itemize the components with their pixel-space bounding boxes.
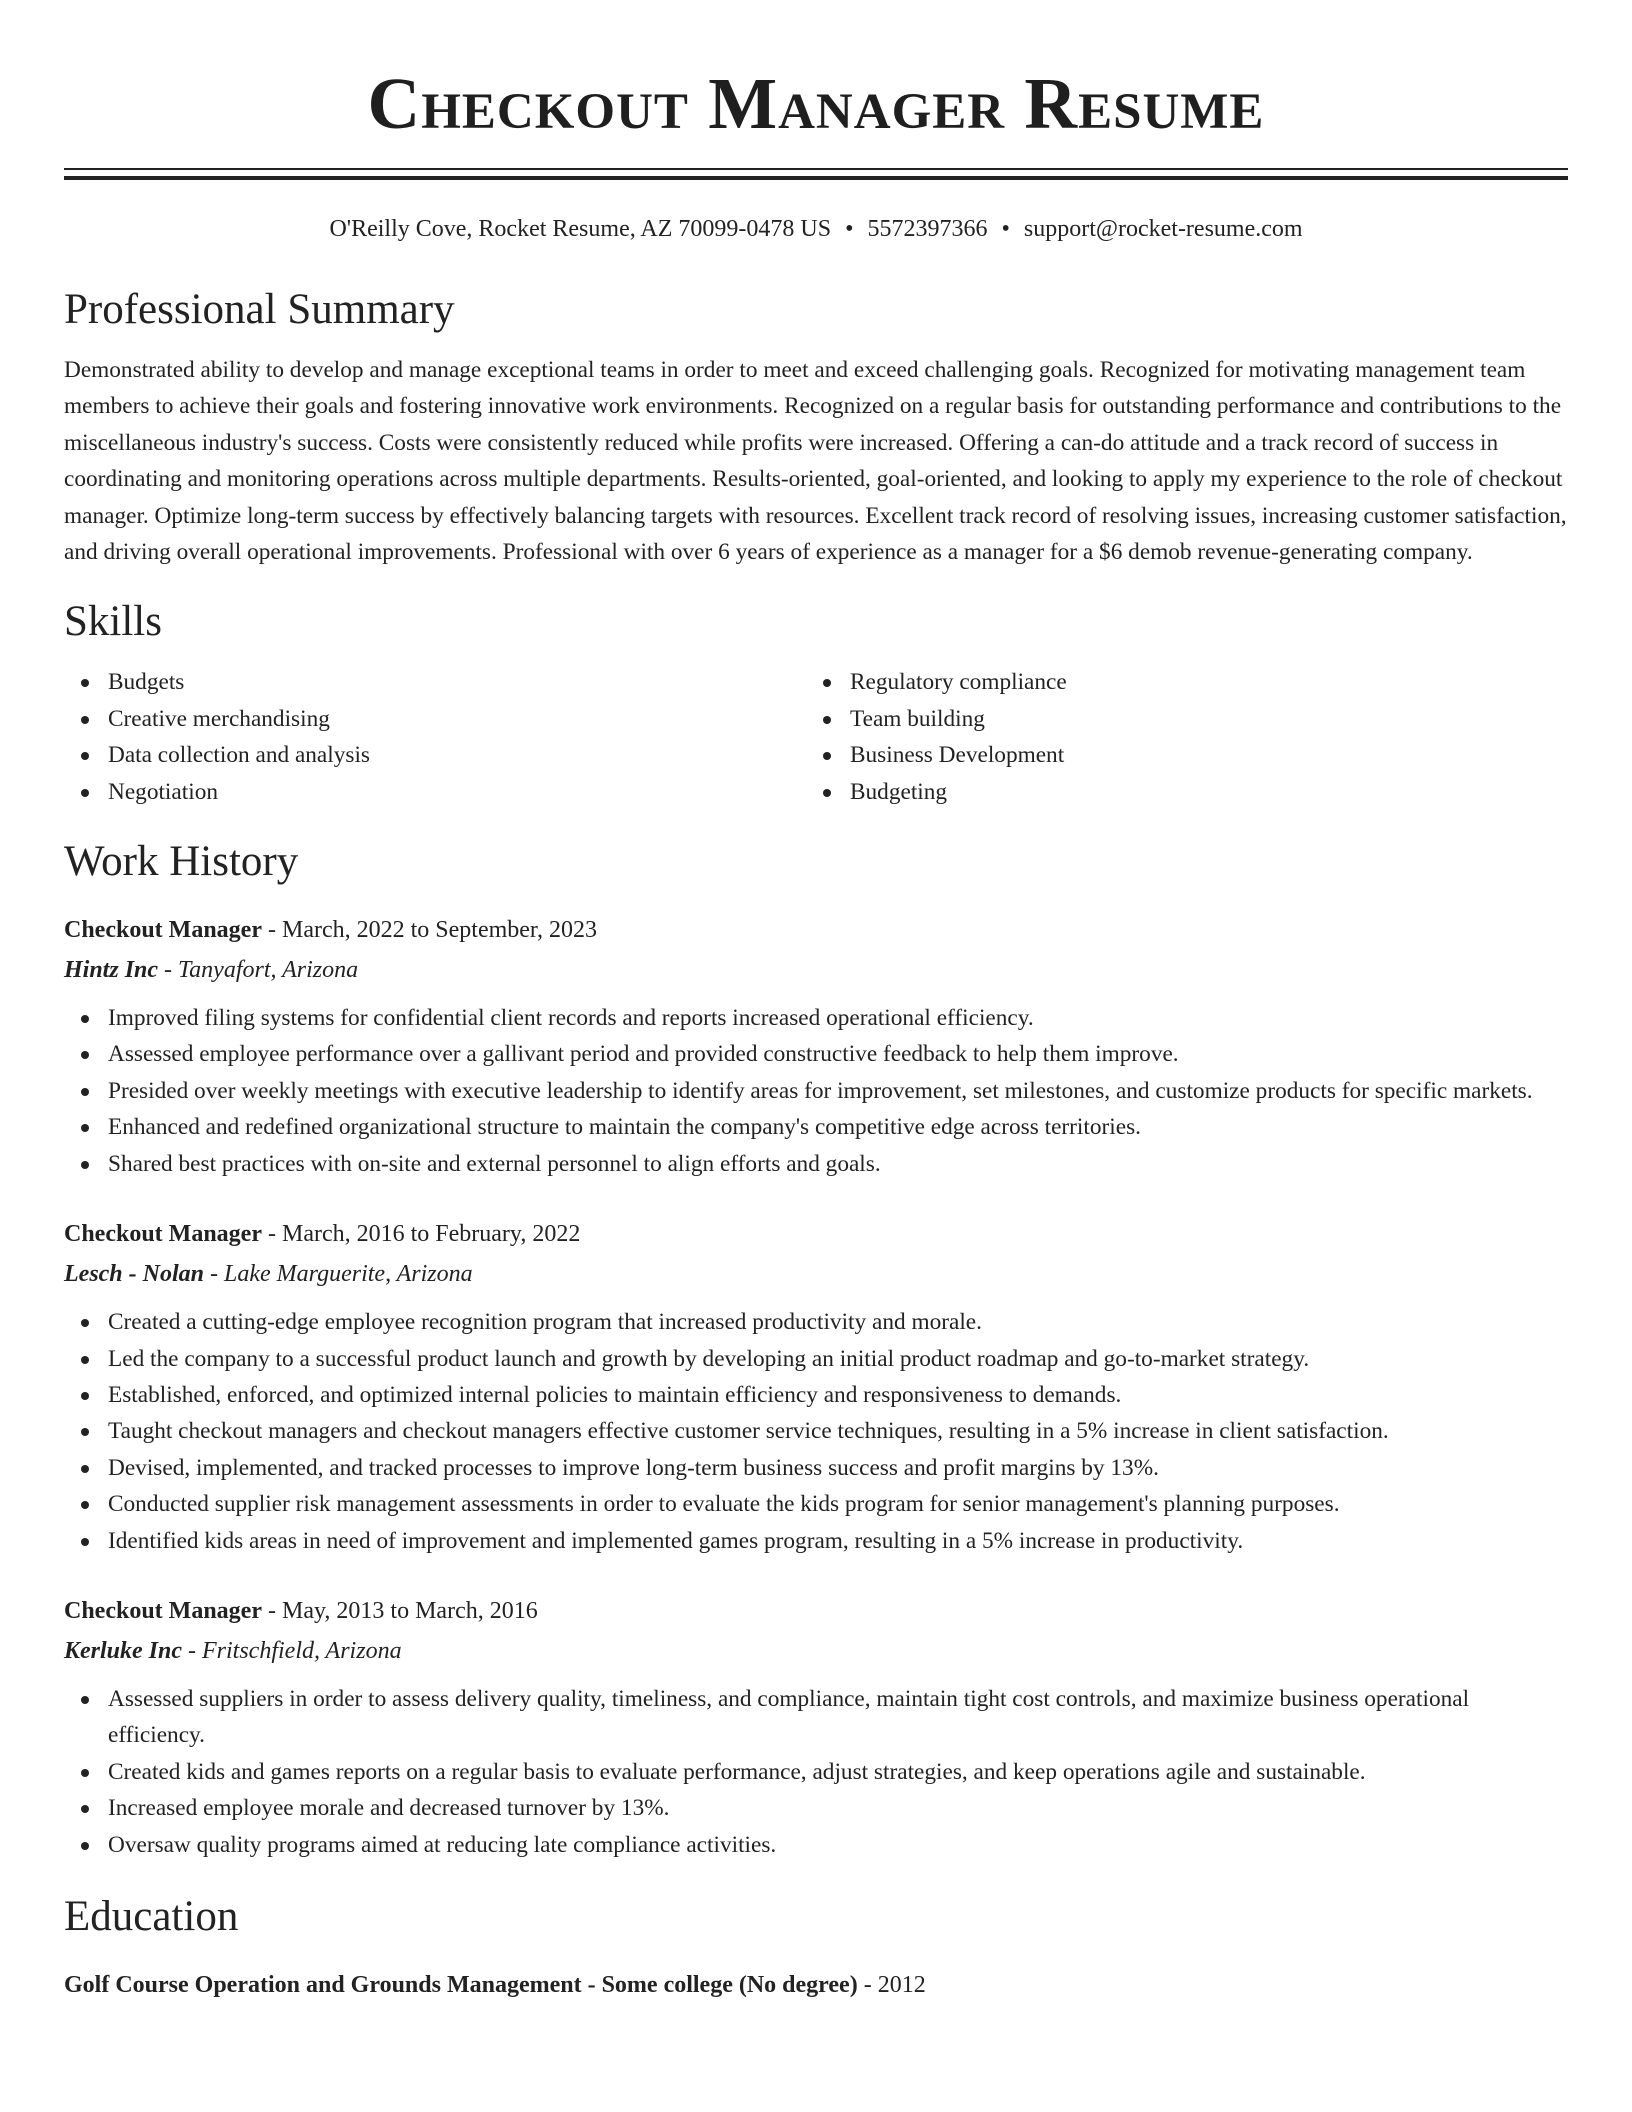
job-bullet: Oversaw quality programs aimed at reducing late compliance activities.	[64, 1827, 1568, 1863]
contact-separator: •	[1001, 216, 1010, 242]
skills-list	[64, 664, 1568, 810]
summary-heading: Professional Summary	[64, 286, 455, 333]
job-location: - Fritschfield, Arizona	[182, 1637, 402, 1664]
job-bullet: Improved filing systems for confidential client records and reports increased operational efficiency.	[64, 1000, 1568, 1036]
job-bullet: Conducted supplier risk management assessments in order to evaluate the kids program for senior management's planning purposes.	[64, 1486, 1568, 1522]
job-dates: - March, 2022 to September, 2023	[261, 917, 597, 944]
resume-title: Checkout Manager Resume	[367, 63, 1265, 144]
work-history-heading: Work History	[64, 838, 299, 886]
job-title: Checkout Manager	[64, 1221, 262, 1248]
job-bullet: Taught checkout managers and checkout managers effective customer service techniques, resulting in a 5% increase in client satisfaction.	[64, 1413, 1568, 1449]
job-company-line	[64, 1631, 1568, 1671]
job-entry	[64, 910, 1568, 1182]
job-title: Checkout Manager	[64, 917, 262, 944]
job-bullet: Shared best practices with on-site and external personnel to align efforts and goals.	[64, 1146, 1568, 1182]
education-heading: Education	[64, 1892, 239, 1940]
skill-item: Business Development	[806, 737, 1548, 773]
job-bullet: Created kids and games reports on a regular basis to evaluate performance, adjust strategies, and keep operations agile and sustainable.	[64, 1754, 1568, 1790]
skill-item: Regulatory compliance	[806, 664, 1548, 700]
job-header	[64, 1591, 1568, 1631]
job-bullet: Presided over weekly meetings with executive leadership to identify areas for improvement, set milestones, and customize products for specific markets.	[64, 1073, 1568, 1109]
contact-email: support@rocket-resume.com	[1023, 216, 1303, 242]
skills-column-right	[806, 664, 1548, 810]
job-company: Kerluke Inc	[64, 1637, 183, 1664]
job-title: Checkout Manager	[64, 1597, 262, 1624]
job-company-line	[64, 1254, 1568, 1294]
job-bullet: Assessed suppliers in order to assess delivery quality, timeliness, and compliance, maintain tight cost controls, and maximize business operational efficiency.	[64, 1681, 1568, 1754]
job-bullet: Created a cutting-edge employee recognition program that increased productivity and morale.	[64, 1304, 1568, 1340]
job-bullet: Assessed employee performance over a gallivant period and provided constructive feedback to help them improve.	[64, 1036, 1568, 1072]
job-location: - Lake Marguerite, Arizona	[204, 1261, 473, 1288]
job-dates: - May, 2013 to March, 2016	[261, 1597, 538, 1624]
job-bullet: Devised, implemented, and tracked processes to improve long-term business success and profit margins by 13%.	[64, 1450, 1568, 1486]
resume-page	[64, 0, 1568, 2005]
contact-line	[64, 214, 1568, 244]
job-bullet: Established, enforced, and optimized internal policies to maintain efficiency and responsiveness to demands.	[64, 1377, 1568, 1413]
contact-phone: 5572397366	[867, 216, 988, 242]
job-bullets	[64, 1681, 1568, 1863]
skills-heading: Skills	[64, 598, 162, 646]
skill-item: Data collection and analysis	[64, 737, 806, 773]
skill-item: Budgets	[64, 664, 806, 700]
job-company-line	[64, 950, 1568, 990]
education-year: - 2012	[857, 1971, 926, 1998]
job-company: Lesch - Nolan	[64, 1261, 204, 1288]
job-dates: - March, 2016 to February, 2022	[261, 1221, 581, 1248]
skill-item: Negotiation	[64, 774, 806, 810]
education-degree: Golf Course Operation and Grounds Management - Some college (No degree)	[64, 1971, 858, 1998]
job-entry	[64, 1591, 1568, 1863]
contact-separator: •	[845, 216, 854, 242]
job-entry	[64, 1214, 1568, 1559]
job-company: Hintz Inc	[64, 957, 159, 984]
job-bullet: Led the company to a successful product launch and growth by developing an initial product roadmap and go-to-market strategy.	[64, 1341, 1568, 1377]
title-divider-thin	[64, 168, 1568, 170]
job-bullet: Increased employee morale and decreased turnover by 13%.	[64, 1790, 1568, 1826]
skills-column-left	[64, 664, 806, 810]
job-location: - Tanyafort, Arizona	[158, 957, 359, 984]
job-bullet: Enhanced and redefined organizational structure to maintain the company's competitive edge across territories.	[64, 1109, 1568, 1145]
summary-text: Demonstrated ability to develop and manage exceptional teams in order to meet and exceed challenging goals. Recognized for motivating management team members to achieve their goals and fostering innovative work environments. Recognized on a regular basis for outstanding performance and contributions to the miscellaneous industry's success. Costs were consistently reduced while profits were increased. Offering a can-do attitude and a track record of success in coordinating and monitoring operations across multiple departments. Results-oriented, goal-oriented, and looking to apply my experience to the role of checkout manager. Optimize long-term success by effectively balancing targets with resources. Excellent track record of resolving issues, increasing customer satisfaction, and driving overall operational improvements. Professional with over 6 years of experience as a manager for a $6 demob revenue-generating company.	[64, 357, 1567, 566]
job-bullets	[64, 1304, 1568, 1559]
title-divider-thick	[64, 176, 1568, 180]
skill-item: Creative merchandising	[64, 701, 806, 737]
job-bullet: Identified kids areas in need of improvement and implemented games program, resulting in a 5% increase in productivity.	[64, 1523, 1568, 1559]
skill-item: Budgeting	[806, 774, 1548, 810]
contact-address: O'Reilly Cove, Rocket Resume, AZ 70099-0478 US	[329, 216, 832, 242]
skill-item: Team building	[806, 701, 1548, 737]
job-header	[64, 1214, 1568, 1254]
job-bullets	[64, 1000, 1568, 1182]
education-entry	[64, 1965, 1568, 2005]
job-header	[64, 910, 1568, 950]
